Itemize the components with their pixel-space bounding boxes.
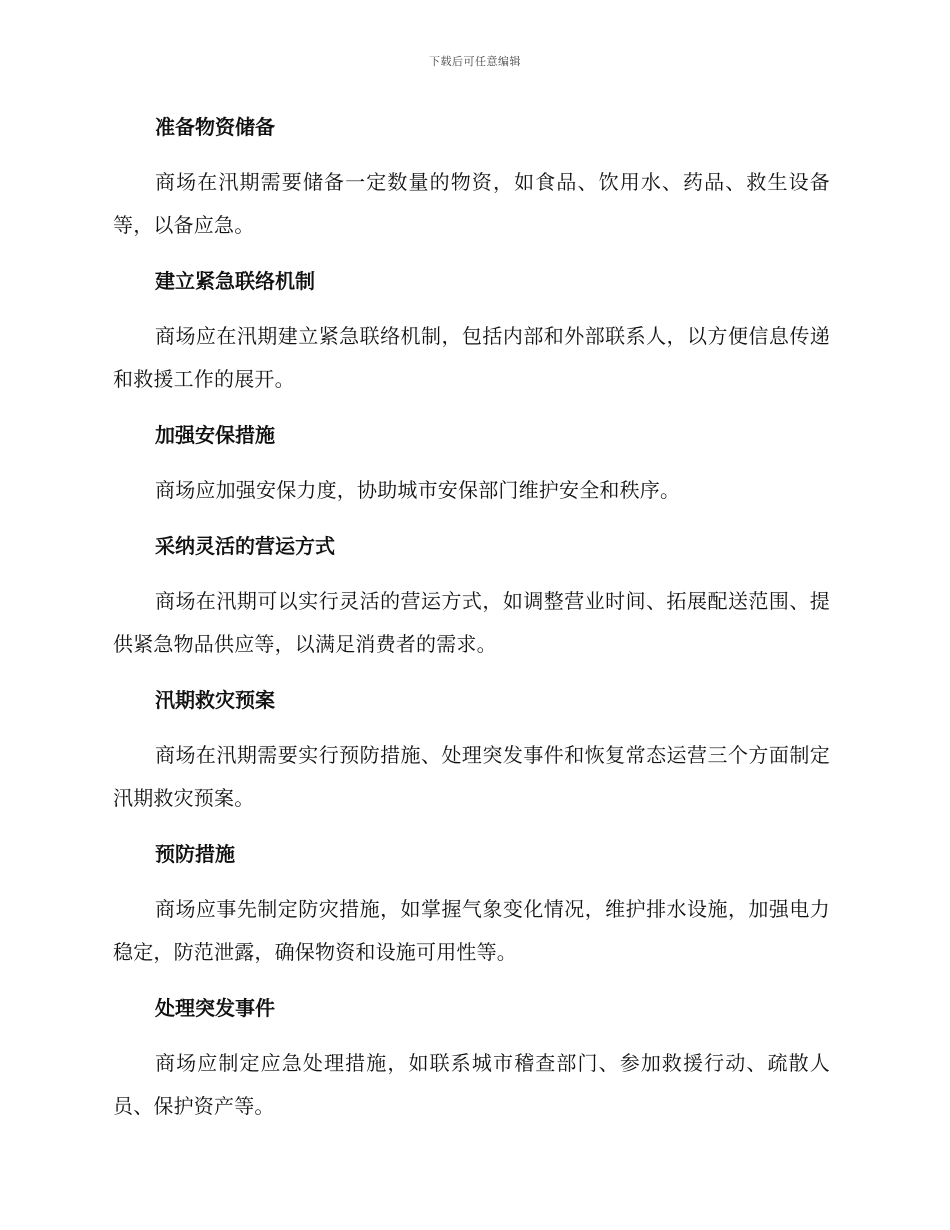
section-body: 商场在汛期需要实行预防措施、处理突发事件和恢复常态运营三个方面制定汛期救灾预案。 [113, 743, 830, 810]
section-preventive-measures [113, 837, 830, 974]
section-body: 商场在汛期需要储备一定数量的物资，如食品、饮用水、药品、救生设备等，以备应急。 [113, 170, 830, 237]
section-emergency-contact [113, 264, 830, 401]
section-body: 商场应加强安保力度，协助城市安保部门维护安全和秩序。 [155, 478, 681, 502]
section-emergency-handling [113, 991, 830, 1128]
document-content [113, 110, 830, 1145]
section-title: 建立紧急联络机制 [155, 269, 315, 293]
section-flexible-operations [113, 529, 830, 666]
section-flood-relief-plan [113, 683, 830, 820]
section-body: 商场应在汛期建立紧急联络机制，包括内部和外部联系人，以方便信息传递和救援工作的展开。 [113, 324, 830, 391]
section-body: 商场应事先制定防灾措施，如掌握气象变化情况，维护排水设施，加强电力稳定，防范泄露，确保物资和设施可用性等。 [113, 897, 830, 964]
page-header: 下载后可任意编辑 [429, 55, 521, 68]
section-title: 预防措施 [155, 842, 235, 866]
section-title: 加强安保措施 [155, 423, 275, 447]
section-title: 汛期救灾预案 [155, 688, 275, 712]
section-security-measures [113, 418, 830, 512]
section-body: 商场应制定应急处理措施，如联系城市稽查部门、参加救援行动、疏散人员、保护资产等。 [113, 1051, 830, 1118]
section-title: 处理突发事件 [155, 996, 275, 1020]
section-body: 商场在汛期可以实行灵活的营运方式，如调整营业时间、拓展配送范围、提供紧急物品供应等，以满足消费者的需求。 [113, 589, 830, 656]
section-prepare-supplies [113, 110, 830, 247]
section-title: 准备物资储备 [155, 115, 275, 139]
section-title: 采纳灵活的营运方式 [155, 534, 335, 558]
